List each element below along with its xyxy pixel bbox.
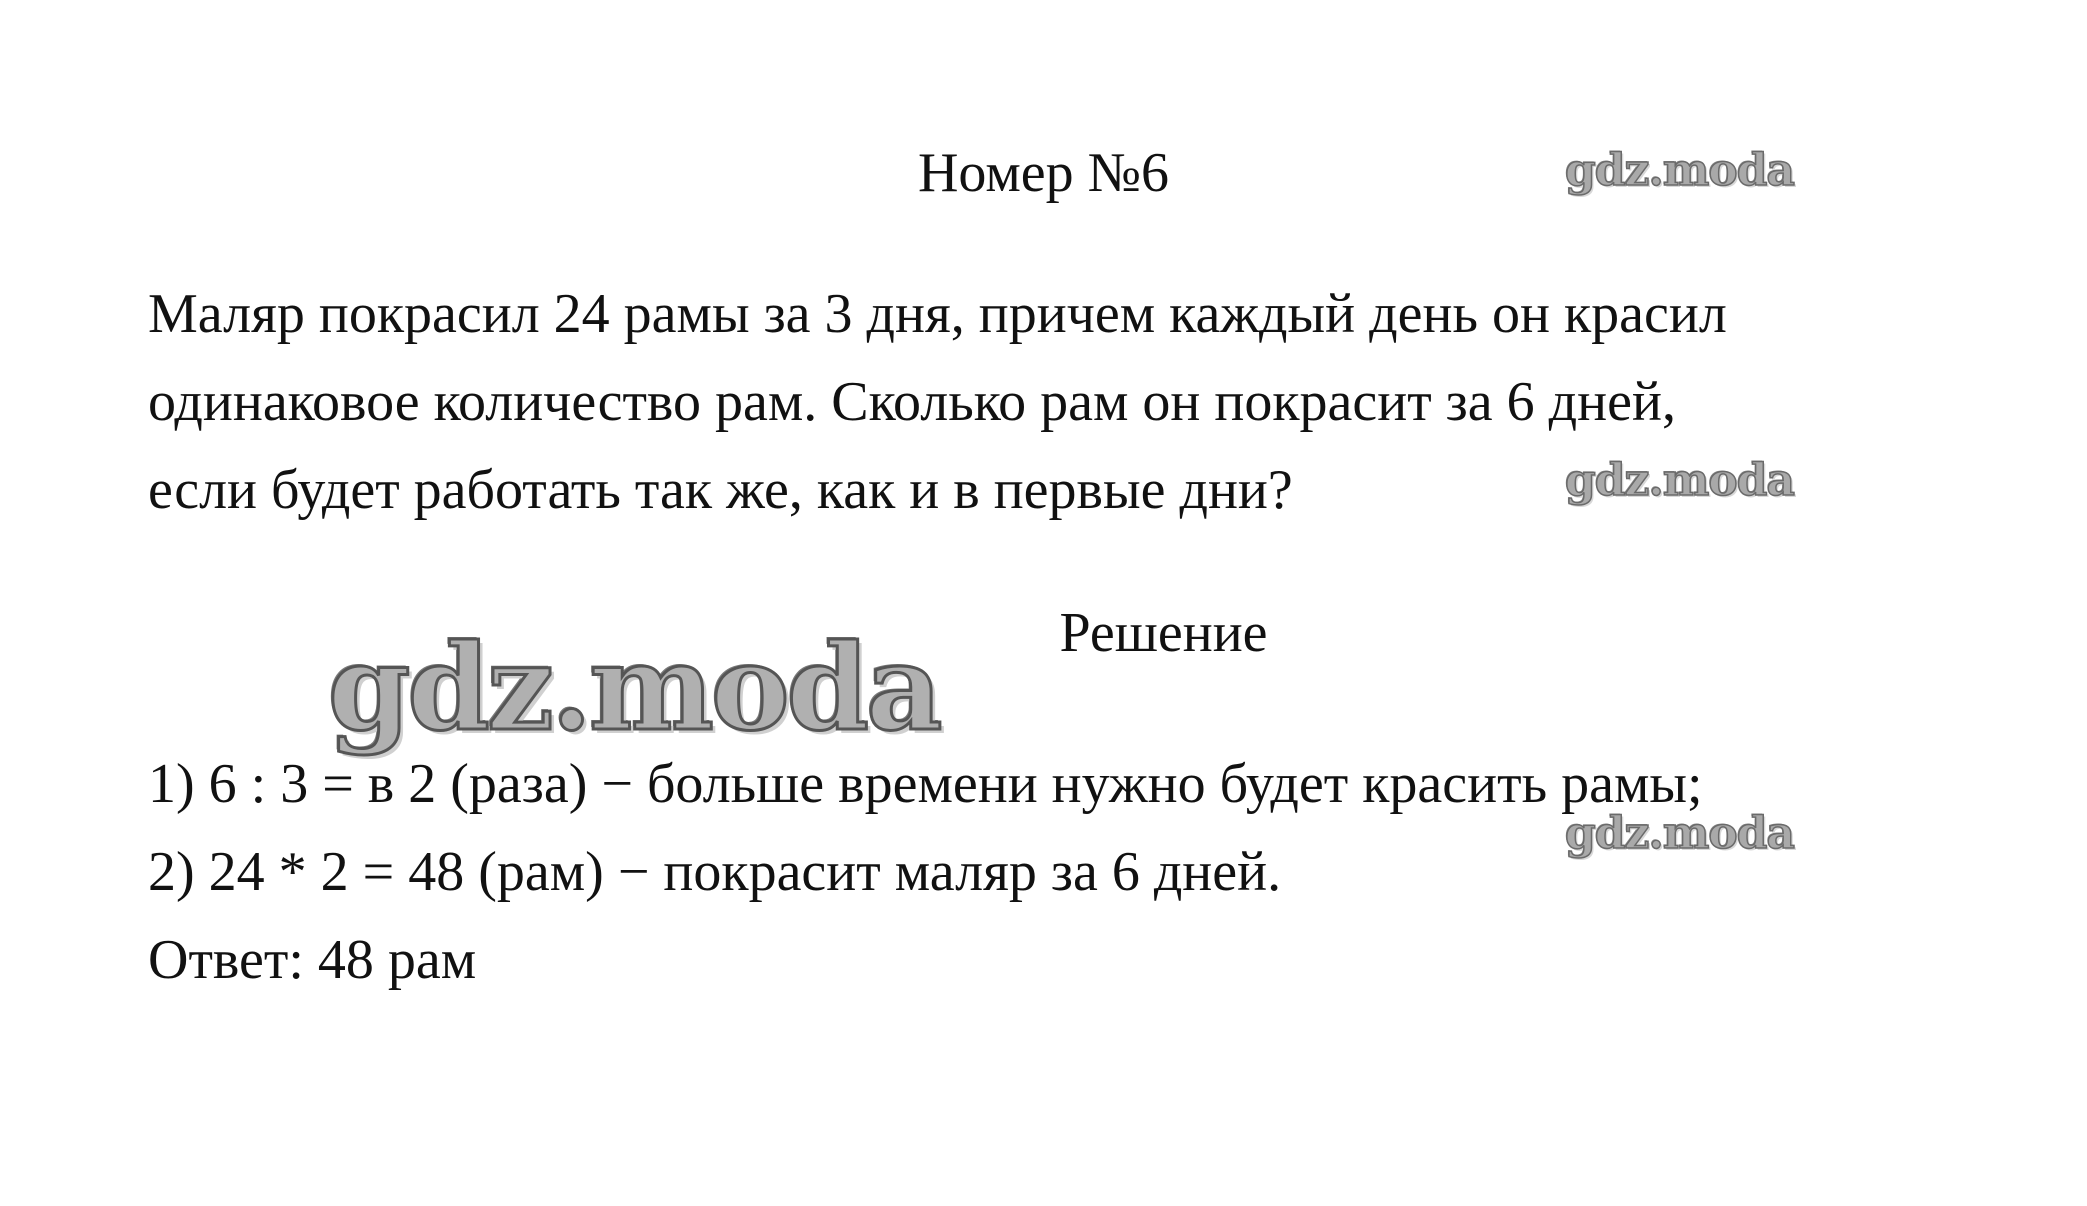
watermark-middle: gdz.moda	[1565, 455, 1795, 506]
watermark-bottom: gdz.moda	[1565, 808, 1795, 859]
watermark-top: gdz.moda	[1565, 145, 1795, 196]
solution-step-1: 1) 6 : 3 = в 2 (раза) − больше времени нужно будет красить рамы;	[148, 753, 1703, 815]
problem-line-1: Маляр покрасил 24 рамы за 3 дня, причем каждый день он красил	[148, 283, 1727, 345]
solution-steps	[148, 740, 1948, 1004]
answer-text: Ответ: 48 рам	[148, 929, 477, 991]
problem-line-3: если будет работать так же, как и в первые дни?	[148, 459, 1293, 521]
watermark-large: gdz.moda	[328, 618, 940, 757]
page-title: Номер №6	[917, 142, 1170, 204]
problem-line-2: одинаковое количество рам. Сколько рам он покрасит за 6 дней,	[148, 371, 1676, 433]
solution-step-2: 2) 24 * 2 = 48 (рам) − покрасит маляр за 6 дней.	[148, 841, 1282, 903]
solution-heading: Решение	[1059, 602, 1268, 664]
